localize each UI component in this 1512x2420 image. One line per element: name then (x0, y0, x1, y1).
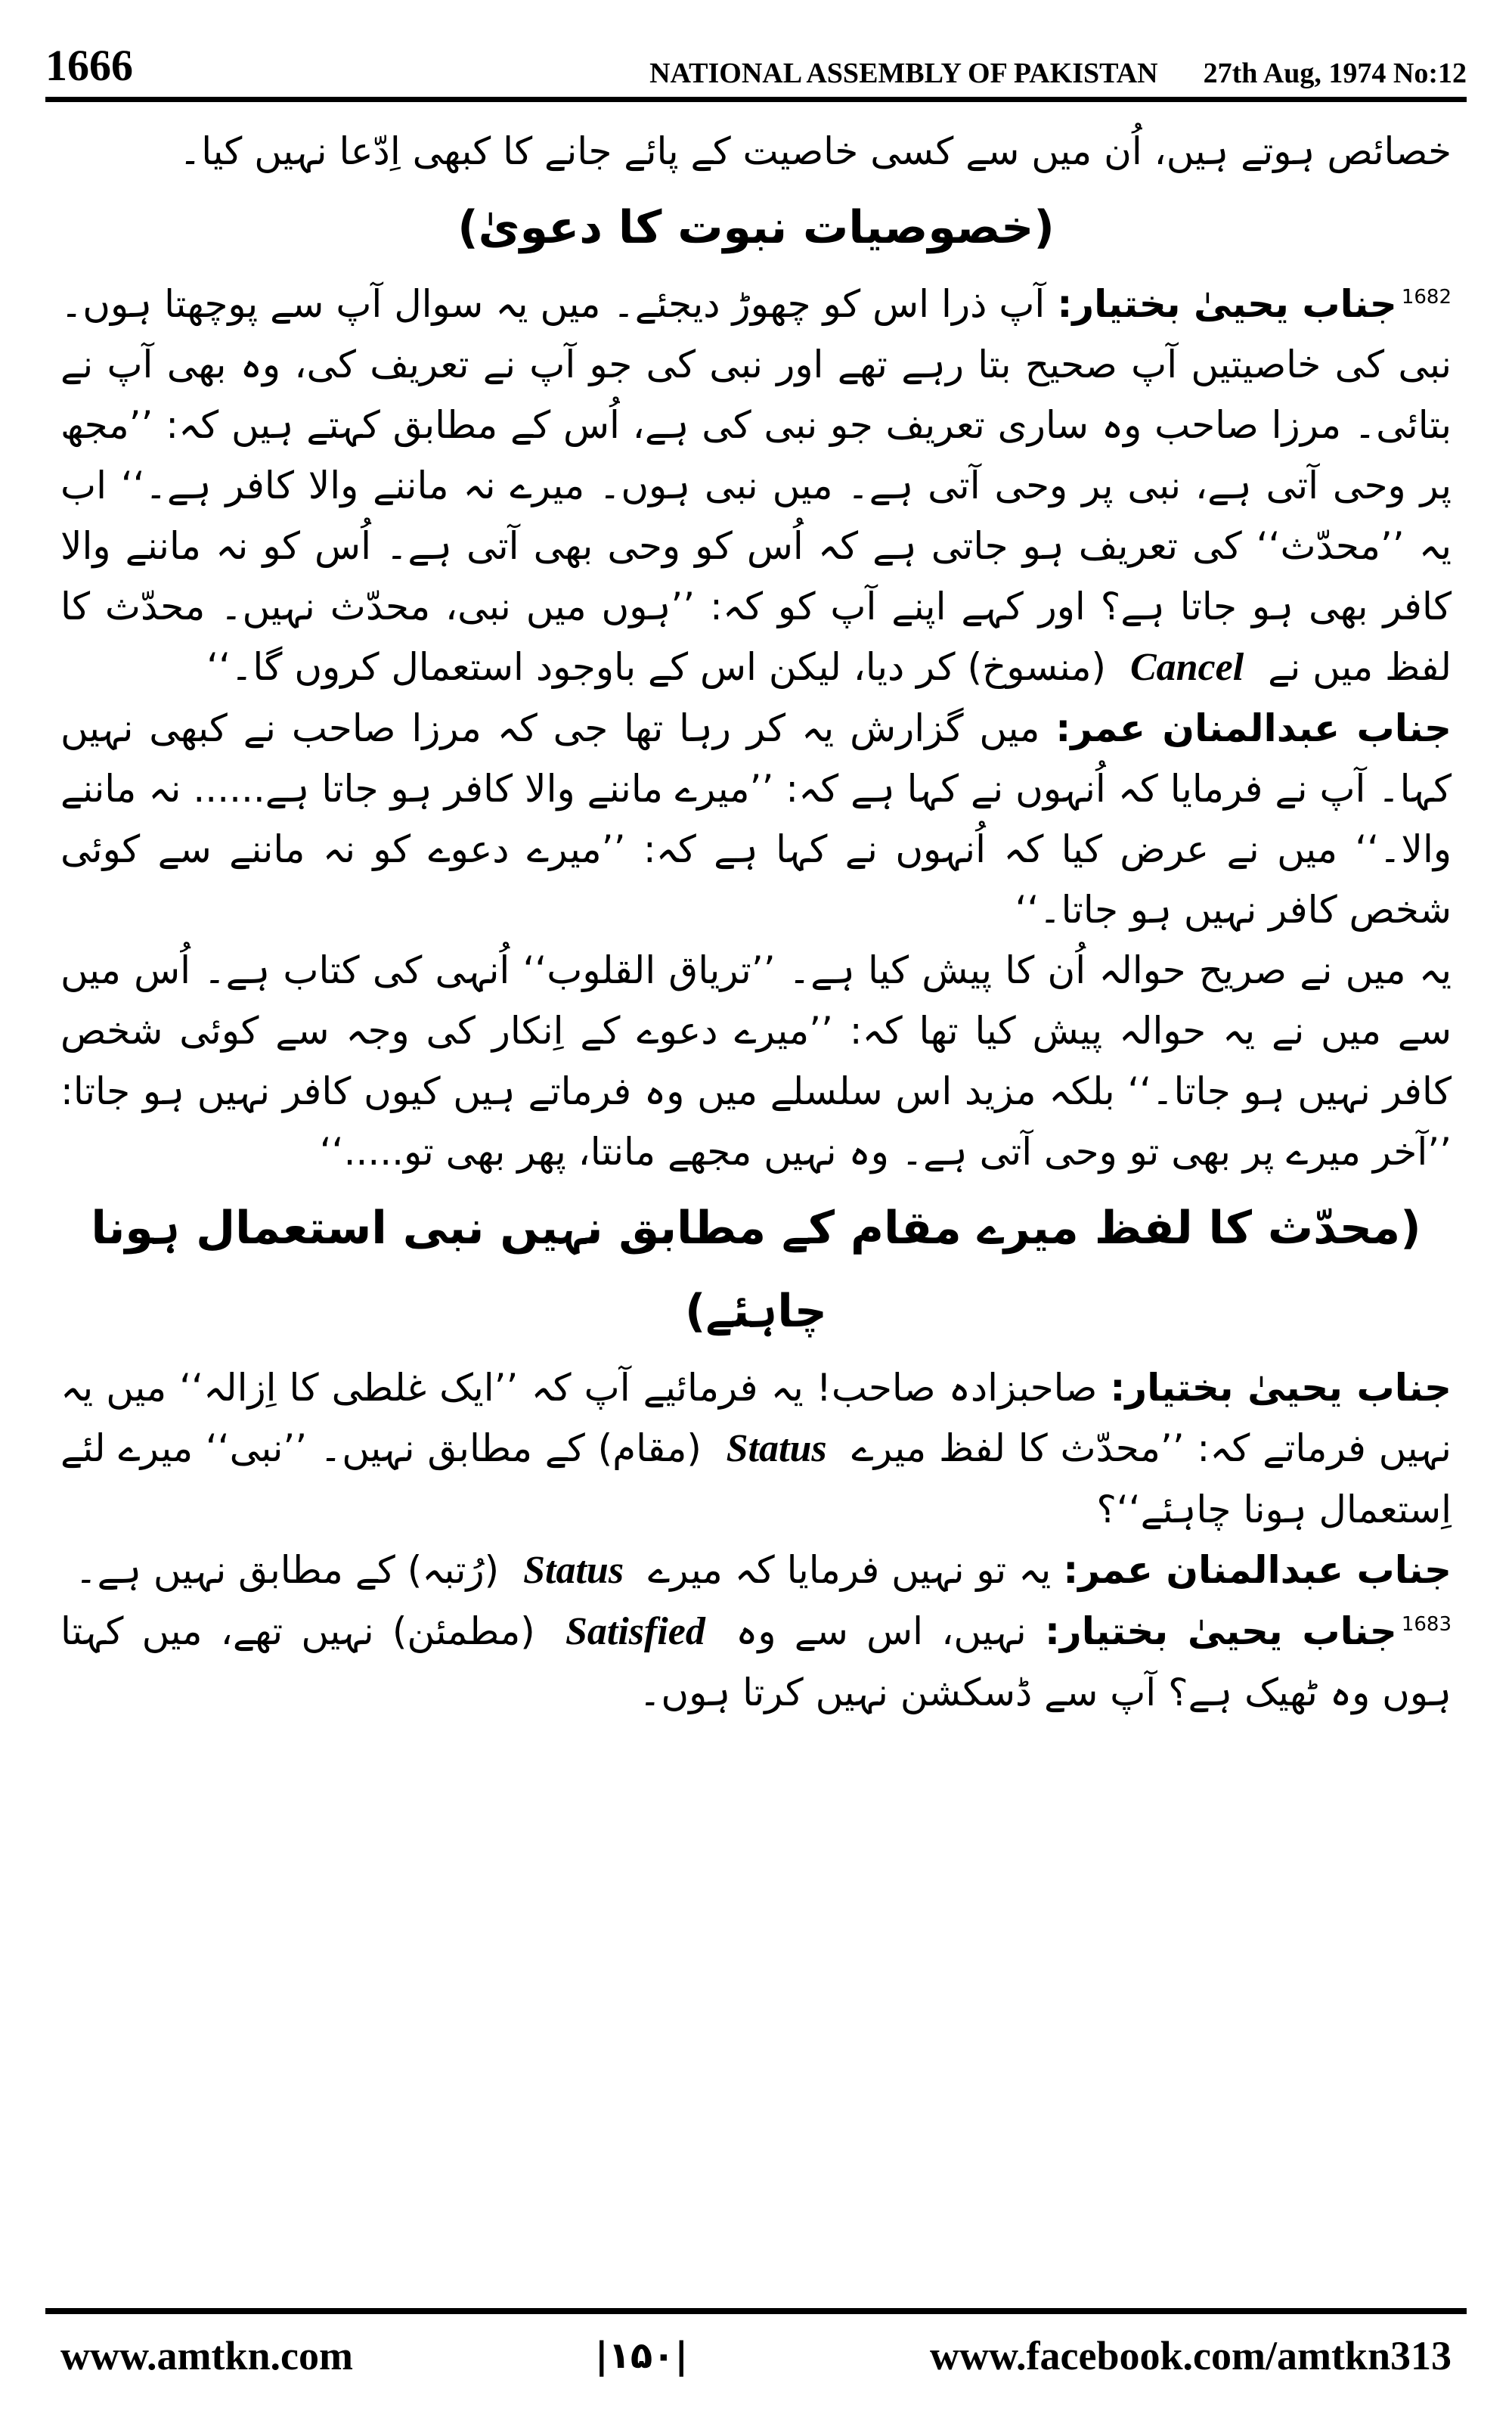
paragraph-text: (رُتبہ) کے مطابق نہیں ہے۔ (75, 1548, 500, 1592)
header-date-issue (1204, 59, 1467, 88)
speaker-name: جناب یحییٰ بختیار: (1110, 1366, 1452, 1410)
paragraph-4 (60, 1357, 1452, 1540)
paragraph-5 (60, 1540, 1452, 1601)
section-heading-1: (خصوصیات نبوت کا دعویٰ) (457, 201, 1055, 254)
english-term: Status (523, 1549, 624, 1592)
speaker-name: جناب عبدالمنان عمر: (1063, 1548, 1452, 1592)
footer-rule (45, 2308, 1467, 2314)
footnote-marker: 1682 (1401, 286, 1452, 309)
footer-page-number: |۱۵۰| (595, 2335, 688, 2377)
header-issue: No:12 (1393, 57, 1467, 89)
paragraph-text: صاحبزادہ صاحب! یہ فرمائیے آپ کہ ’’ایک غلطی کا اِزالہ‘‘ میں یہ نہیں فرماتے کہ: ’’محدّث کا لفظ میرے (60, 1366, 1452, 1470)
page-footer (60, 2325, 1452, 2386)
paragraph-text: آپ ذرا اس کو چھوڑ دیجئے۔ میں یہ سوال آپ سے پوچھتا ہوں۔ نبی کی خاصیتیں آپ صحیح بتا رہے تھے اور نبی کی جو آپ نے تعریف کی، وہ بھی آپ نے بتائی۔ مرزا صاحب وہ ساری تعریف جو نبی کی ہے، اُس کے مطابق کہتے ہیں کہ: ’’مجھ پر وحی آتی ہے، نبی پر وحی آتی ہے۔ میں نبی ہوں۔ میرے نہ ماننے والا کافر ہے۔‘‘ اب یہ ’’محدّث‘‘ کی تعریف ہو جاتی ہے کہ اُس کو وحی بھی آتی ہے۔ اُس کو نہ ماننے والا کافر بھی ہو جاتا ہے؟ اور کہے اپنے آپ کو کہ: ’’ہوں میں نبی، محدّث نہیں۔ محدّث کا لفظ میں نے (60, 282, 1452, 689)
footnote-marker: 1683 (1401, 1613, 1452, 1637)
page-header (45, 35, 1467, 88)
header-date: 27th Aug, 1974 (1203, 57, 1387, 89)
paragraph-2 (60, 698, 1452, 940)
header-info (649, 59, 1467, 88)
footer-website-link[interactable]: www.amtkn.com (60, 2333, 353, 2378)
speaker-name: جناب یحییٰ بختیار: (1057, 282, 1397, 326)
paragraph-6 (60, 1601, 1452, 1723)
section-heading-2: (محدّث کا لفظ میرے مقام کے مطابق نہیں نبی استعمال ہونا چاہئے) (91, 1202, 1421, 1338)
paragraph-text: (منسوخ) کر دیا، لیکن اس کے باوجود استعمال کروں گا۔‘‘ (206, 645, 1107, 689)
paragraph-text: (مقام) کے مطابق نہیں۔ ’’نبی‘‘ میرے لئے اِستعمال ہونا چاہئے‘‘؟ (60, 1426, 1452, 1531)
page-number: 1666 (45, 41, 133, 90)
paragraph-3: یہ میں نے صریح حوالہ اُن کا پیش کیا ہے۔ ’’تریاق القلوب‘‘ اُنہی کی کتاب ہے۔ اُس میں سے میں نے یہ حوالہ پیش کیا تھا کہ: ’’میرے دعوے کے اِنکار کی وجہ سے کوئی شخص کافر نہیں ہو جاتا۔‘‘ بلکہ مزید اس سلسلے میں وہ فرماتے ہیں کیوں کافر نہیں ہو جاتا: ’’آخر میرے پر بھی تو وحی آتی ہے۔ وہ نہیں مجھے مانتا، پھر بھی تو.....‘‘ (60, 948, 1452, 1174)
page-body (60, 121, 1452, 1723)
english-term: Cancel (1129, 646, 1244, 689)
english-term: Status (726, 1427, 827, 1470)
english-term: Satisfied (565, 1610, 705, 1653)
paragraph-intro: خصائص ہوتے ہیں، اُن میں سے کسی خاصیت کے پائے جانے کا کبھی اِدّعا نہیں کیا۔ (178, 129, 1452, 173)
speaker-name: جناب عبدالمنان عمر: (1055, 706, 1452, 750)
paragraph-text: میں گزارش یہ کر رہا تھا جی کہ مرزا صاحب نے کبھی نہیں کہا۔ آپ نے فرمایا کہ اُنہوں نے کہا ہے کہ: ’’میرے ماننے والا کافر ہو جاتا ہے...... نہ ماننے والا۔‘‘ میں نے عرض کیا کہ اُنہوں نے کہا ہے کہ: ’’میرے دعوے کو نہ ماننے سے کوئی شخص کافر نہیں ہو جاتا۔‘‘ (60, 706, 1452, 932)
paragraph-text: یہ تو نہیں فرمایا کہ میرے (647, 1548, 1052, 1592)
paragraph-text: (مطمئن) نہیں تھے، میں کہتا ہوں وہ ٹھیک ہے؟ آپ سے ڈسکشن نہیں کرتا ہوں۔ (60, 1609, 1452, 1714)
header-rule (45, 97, 1467, 102)
paragraph-text: نہیں، اس سے وہ (736, 1609, 1027, 1653)
footer-facebook-link[interactable]: www.facebook.com/amtkn313 (930, 2333, 1452, 2378)
speaker-name: جناب یحییٰ بختیار: (1044, 1609, 1397, 1653)
header-title: NATIONAL ASSEMBLY OF PAKISTAN (649, 57, 1158, 89)
paragraph-1 (60, 274, 1452, 698)
